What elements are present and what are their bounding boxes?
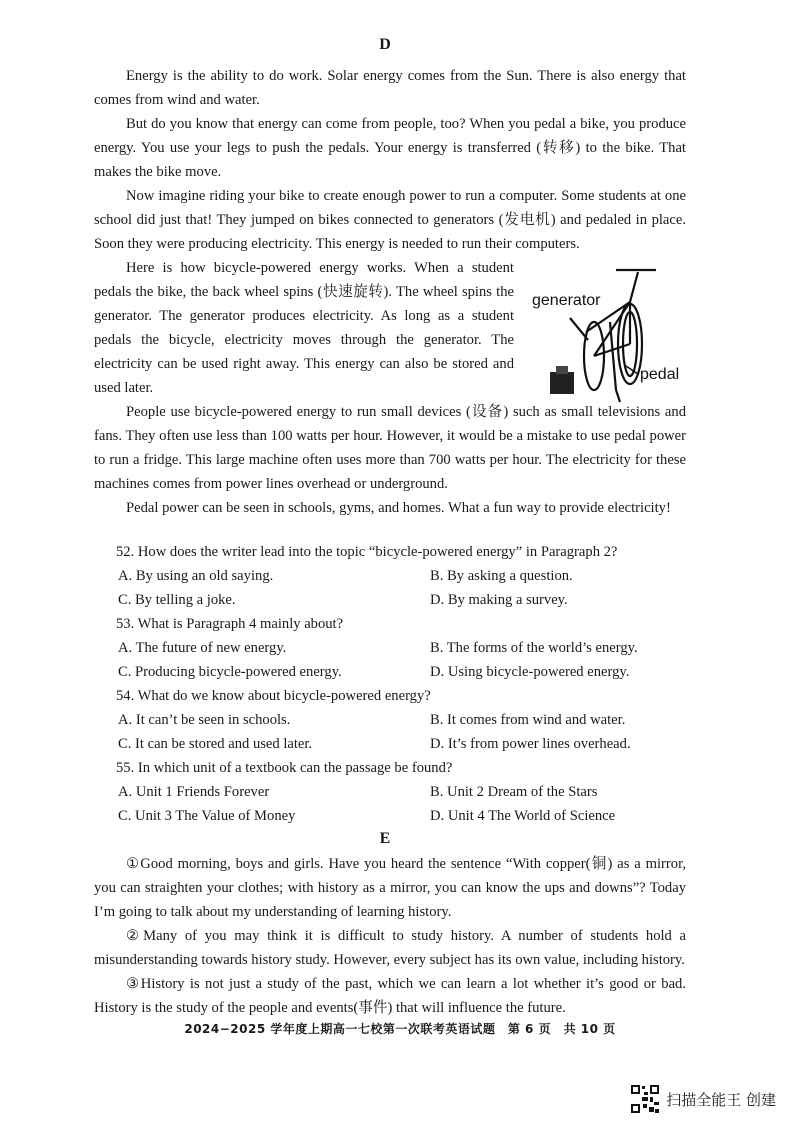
question-53-stem: 53. What is Paragraph 4 mainly about? bbox=[116, 616, 344, 632]
watermark-text: 扫描全能王 创建 bbox=[666, 1090, 776, 1109]
section-d-title: D bbox=[379, 36, 391, 53]
generator-label: generator bbox=[532, 292, 601, 309]
question-53-option-d: D. Using bicycle-powered energy. bbox=[430, 664, 630, 680]
section-e-title: E bbox=[379, 830, 391, 847]
question-55-stem: 55. In which unit of a textbook can the passage be found? bbox=[116, 760, 453, 776]
question-54-option-d: D. It’s from power lines overhead. bbox=[430, 736, 631, 752]
bicycle-illustration bbox=[530, 262, 690, 412]
section-d-paragraph-5: People use bicycle-powered energy to run small devices (设备) such as small televisions and fans. They often use less than 100 watts per hour. However, it would be a mistake to use pedal power to run a fridge. This large machine often uses more than 700 watts per hour. The electricity for these machines comes from power lines overhead or underground. bbox=[94, 404, 686, 492]
scanner-watermark bbox=[630, 1082, 776, 1116]
section-d-paragraph-3: Now imagine riding your bike to create enough power to run a computer. Some students at one school did just that! They jumped on bikes connected to generators (发电机) and pedaled in place. Soon they were producing electricity. This energy is needed to run their computers. bbox=[94, 188, 686, 252]
page-footer: 2024−2025 学年度上期高一七校第一次联考英语试题 第 6 页 共 10 页 bbox=[184, 1022, 616, 1036]
question-53-option-a: A. The future of new energy. bbox=[118, 640, 287, 656]
question-53-option-b: B. The forms of the world’s energy. bbox=[430, 640, 638, 656]
question-55-option-c: C. Unit 3 The Value of Money bbox=[118, 808, 296, 824]
question-54-option-b: B. It comes from wind and water. bbox=[430, 712, 626, 728]
question-52-option-a: A. By using an old saying. bbox=[118, 568, 274, 584]
question-55-option-d: D. Unit 4 The World of Science bbox=[430, 808, 616, 824]
question-55-option-b: B. Unit 2 Dream of the Stars bbox=[430, 784, 598, 800]
question-54-option-c: C. It can be stored and used later. bbox=[118, 736, 313, 752]
section-d-paragraph-1: Energy is the ability to do work. Solar energy comes from the Sun. There is also energy that comes from wind and water. bbox=[94, 68, 686, 108]
question-52-stem: 52. How does the writer lead into the topic “bicycle-powered energy” in Paragraph 2? bbox=[116, 544, 618, 560]
section-e-paragraph-3: ③History is not just a study of the past, which we can learn a lot whether it’s good or bad. History is the study of the people and events(事件) that will influence the future. bbox=[94, 976, 686, 1016]
question-52-option-c: C. By telling a joke. bbox=[118, 592, 236, 608]
question-53-option-c: C. Producing bicycle-powered energy. bbox=[118, 664, 342, 680]
section-e-paragraph-1: ①Good morning, boys and girls. Have you heard the sentence “With copper(铜) as a mirror, you can straighten your clothes; with history as a mirror, you can know the ups and downs”? Today I’m going to talk about my understanding of learning history. bbox=[94, 856, 686, 920]
question-52-option-b: B. By asking a question. bbox=[430, 568, 573, 584]
question-55-option-a: A. Unit 1 Friends Forever bbox=[118, 784, 270, 800]
section-d-paragraph-6: Pedal power can be seen in schools, gyms, and homes. What a fun way to provide electricity! bbox=[126, 500, 671, 516]
section-e-paragraph-2: ②Many of you may think it is difficult to study history. A number of students hold a misunderstanding towards history study. However, every subject has its own value, including history. bbox=[94, 928, 686, 968]
question-54-option-a: A. It can’t be seen in schools. bbox=[118, 712, 291, 728]
question-54-stem: 54. What do we know about bicycle-powered energy? bbox=[116, 688, 431, 704]
bicycle-generator-figure bbox=[530, 262, 690, 412]
question-52-option-d: D. By making a survey. bbox=[430, 592, 568, 608]
pedal-label: pedal bbox=[640, 366, 680, 383]
section-d-paragraph-2: But do you know that energy can come from people, too? When you pedal a bike, you produce energy. You use your legs to push the pedals. Your energy is transferred (转移) to the bike. That makes the bike move. bbox=[94, 116, 686, 180]
section-d-paragraph-4: Here is how bicycle-powered energy works. When a student pedals the bike, the back wheel spins (快速旋转). The wheel spins the generator. The generator produces electricity. As long as a student pedals the bicycle, electricity moves through the generator. The electricity can be used right away. This energy can also be stored and used later. bbox=[94, 260, 514, 396]
qr-code-icon bbox=[630, 1084, 660, 1114]
